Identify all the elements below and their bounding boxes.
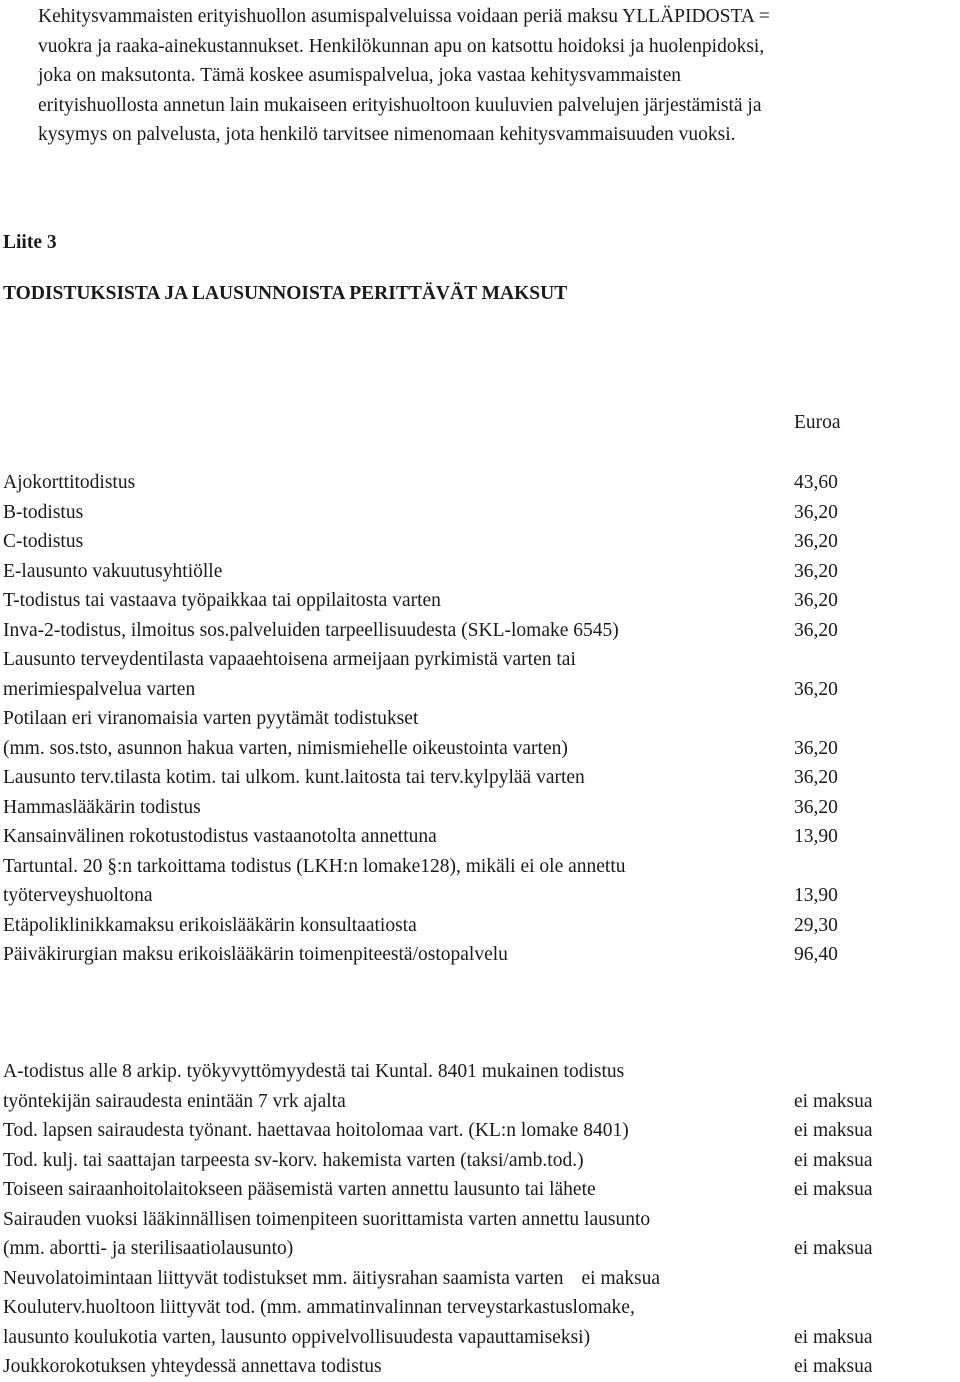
fee-row (3, 527, 953, 557)
free-item-label (3, 1352, 382, 1382)
fee-label (3, 822, 437, 852)
intro-line: erityishuollosta annetun lain mukaiseen erityishuoltoon kuuluvien palvelujen järjestämistä ja (38, 94, 762, 116)
free-item-row (3, 1116, 953, 1146)
fee-label-line: Potilaan eri viranomaisia varten pyytämät todistukset (3, 708, 419, 729)
fee-row (3, 940, 953, 970)
fee-amount: 36,20 (794, 531, 838, 552)
fee-row (3, 557, 953, 587)
free-item-amount: ei maksua (794, 1149, 873, 1171)
currency-header: Euroa (794, 412, 841, 433)
free-item-row (3, 1293, 953, 1352)
fee-amount: 96,40 (794, 944, 838, 965)
fee-label-line: C-todistus (3, 531, 84, 552)
fee-amount: 36,20 (794, 796, 838, 818)
fee-amount: 36,20 (794, 767, 838, 788)
intro-line: kysymys on palvelusta, jota henkilö tarvitsee nimenomaan kehitysvammaisuuden vuoksi. (38, 124, 736, 146)
fee-amount: 36,20 (794, 678, 838, 700)
free-item-label-line: Joukkorokotuksen yhteydessä annettava todistus (3, 1356, 382, 1377)
fee-label-line: merimiespalvelua varten (3, 678, 196, 700)
free-item-row (3, 1057, 953, 1116)
fee-label (3, 468, 135, 498)
fee-label-line: B-todistus (3, 501, 84, 523)
fee-label (3, 527, 83, 557)
free-items-list (3, 1057, 953, 1382)
free-item-amount: ei maksua (581, 1267, 661, 1289)
fee-row (3, 793, 953, 823)
fee-label (3, 586, 441, 616)
fee-amount: 43,60 (794, 472, 838, 493)
intro-line: Kehitysvammaisten erityishuollon asumispalveluissa voidaan periä maksu YLLÄPIDOSTA = (38, 6, 770, 27)
free-item-amount: ei maksua (794, 1326, 873, 1348)
fee-label-line: Tartuntal. 20 §:n tarkoittama todistus (LKH:n lomake128), mikäli ei ole annettu (3, 855, 626, 877)
fee-label-line: työterveyshuoltona (3, 885, 153, 906)
fee-label-line: Etäpoliklinikkamaksu erikoislääkärin konsultaatiosta (3, 914, 417, 936)
fee-label (3, 616, 619, 646)
free-item-label (3, 1205, 650, 1264)
fee-label (3, 498, 83, 528)
fee-label (3, 911, 417, 941)
fee-label (3, 940, 508, 970)
fee-row (3, 498, 953, 528)
free-item-label (3, 1293, 635, 1352)
free-item-amount: ei maksua (794, 1090, 873, 1112)
free-item-amount: ei maksua (794, 1120, 873, 1141)
fee-amount: 36,20 (794, 737, 838, 759)
free-item-label-line: lausunto koulukotia varten, lausunto oppivelvollisuudesta vapauttamiseksi) (3, 1326, 591, 1348)
fee-row (3, 911, 953, 941)
fee-amount: 36,20 (794, 560, 838, 582)
free-item-label-line: Tod. lapsen sairaudesta työnant. haettavaa hoitolomaa vart. (KL:n lomake 8401) (3, 1120, 629, 1141)
free-item-row (3, 1264, 953, 1294)
free-item-label-line: Toiseen sairaanhoitolaitokseen pääsemistä varten annettu lausunto tai lähete (3, 1179, 596, 1200)
free-item-row (3, 1352, 953, 1382)
free-item-row (3, 1205, 953, 1264)
fee-row (3, 645, 953, 704)
fee-label-line: Ajokorttitodistus (3, 472, 136, 493)
fee-amount: 13,90 (794, 826, 838, 847)
fee-label-line: Hammaslääkärin todistus (3, 796, 201, 818)
fee-amount: 36,20 (794, 501, 838, 523)
free-item-label-line: (mm. abortti- ja sterilisaatiolausunto) (3, 1238, 294, 1259)
fee-row (3, 586, 953, 616)
free-item-label (3, 1057, 624, 1116)
fee-label (3, 557, 222, 587)
free-item-amount: ei maksua (794, 1238, 873, 1259)
free-item-amount: ei maksua (794, 1356, 873, 1377)
free-item-row (3, 1146, 953, 1176)
fee-label (3, 852, 626, 911)
section-title: TODISTUKSISTA JA LAUSUNNOISTA PERITTÄVÄT MAKSUT (3, 283, 568, 304)
fee-label-line: Lausunto terv.tilasta kotim. tai ulkom. kunt.laitosta tai terv.kylpylää varten (3, 767, 585, 788)
free-item-label-line: Kouluterv.huoltoon liittyvät tod. (mm. ammatinvalinnan terveystarkastuslomake, (3, 1297, 635, 1318)
fee-amount: 36,20 (794, 590, 838, 611)
fee-row (3, 763, 953, 793)
free-item-label-line: Sairauden vuoksi lääkinnällisen toimenpiteen suorittamista varten annettu lausunto (3, 1208, 651, 1230)
fee-row (3, 468, 953, 498)
fee-label (3, 793, 201, 823)
fee-label-line: Päiväkirurgian maksu erikoislääkärin toimenpiteestä/ostopalvelu (3, 944, 508, 965)
fee-label (3, 704, 568, 763)
fee-row (3, 852, 953, 911)
free-item-row (3, 1175, 953, 1205)
intro-line: vuokra ja raaka-ainekustannukset. Henkilökunnan apu on katsottu hoidoksi ja huolenpidoksi, (38, 35, 765, 57)
free-item-label-line: Tod. kulj. tai saattajan tarpeesta sv-korv. hakemista varten (taksi/amb.tod.) (3, 1149, 584, 1171)
intro-line: joka on maksutonta. Tämä koskee asumispalvelua, joka vastaa kehitysvammaisten (38, 65, 681, 87)
intro-paragraph (38, 2, 950, 150)
fee-list (3, 468, 953, 970)
fee-amount: 29,30 (794, 914, 838, 936)
free-item-label (3, 1264, 660, 1294)
fee-label-line: T-todistus tai vastaava työpaikkaa tai oppilaitosta varten (3, 590, 441, 611)
fee-amount: 13,90 (794, 885, 838, 906)
fee-label-line: Inva-2-todistus, ilmoitus sos.palveluiden tarpeellisuudesta (SKL-lomake 6545) (3, 619, 619, 641)
free-item-label-line: A-todistus alle 8 arkip. työkyvyttömyydestä tai Kuntal. 8401 mukainen todistus (3, 1061, 625, 1082)
free-item-label (3, 1116, 629, 1146)
fee-label-line: Kansainvälinen rokotustodistus vastaanotolta annettuna (3, 826, 437, 847)
fee-row (3, 616, 953, 646)
fee-row (3, 822, 953, 852)
free-item-label-line: Neuvolatoimintaan liittyvät todistukset mm. äitiysrahan saamista varten ei maksua (3, 1267, 661, 1289)
fee-label (3, 645, 576, 704)
free-item-label-line: työntekijän sairaudesta enintään 7 vrk ajalta (3, 1090, 346, 1112)
fee-label-line: (mm. sos.tsto, asunnon hakua varten, nimismiehelle oikeustointa varten) (3, 737, 568, 759)
appendix-label: Liite 3 (3, 232, 57, 253)
fee-label-line: Lausunto terveydentilasta vapaaehtoisena armeijaan pyrkimistä varten tai (3, 649, 576, 670)
fee-label-line: E-lausunto vakuutusyhtiölle (3, 560, 223, 582)
free-item-label (3, 1146, 584, 1176)
fee-amount: 36,20 (794, 619, 838, 641)
fee-label (3, 763, 585, 793)
free-item-label (3, 1175, 596, 1205)
free-item-amount: ei maksua (794, 1179, 873, 1200)
fee-row (3, 704, 953, 763)
